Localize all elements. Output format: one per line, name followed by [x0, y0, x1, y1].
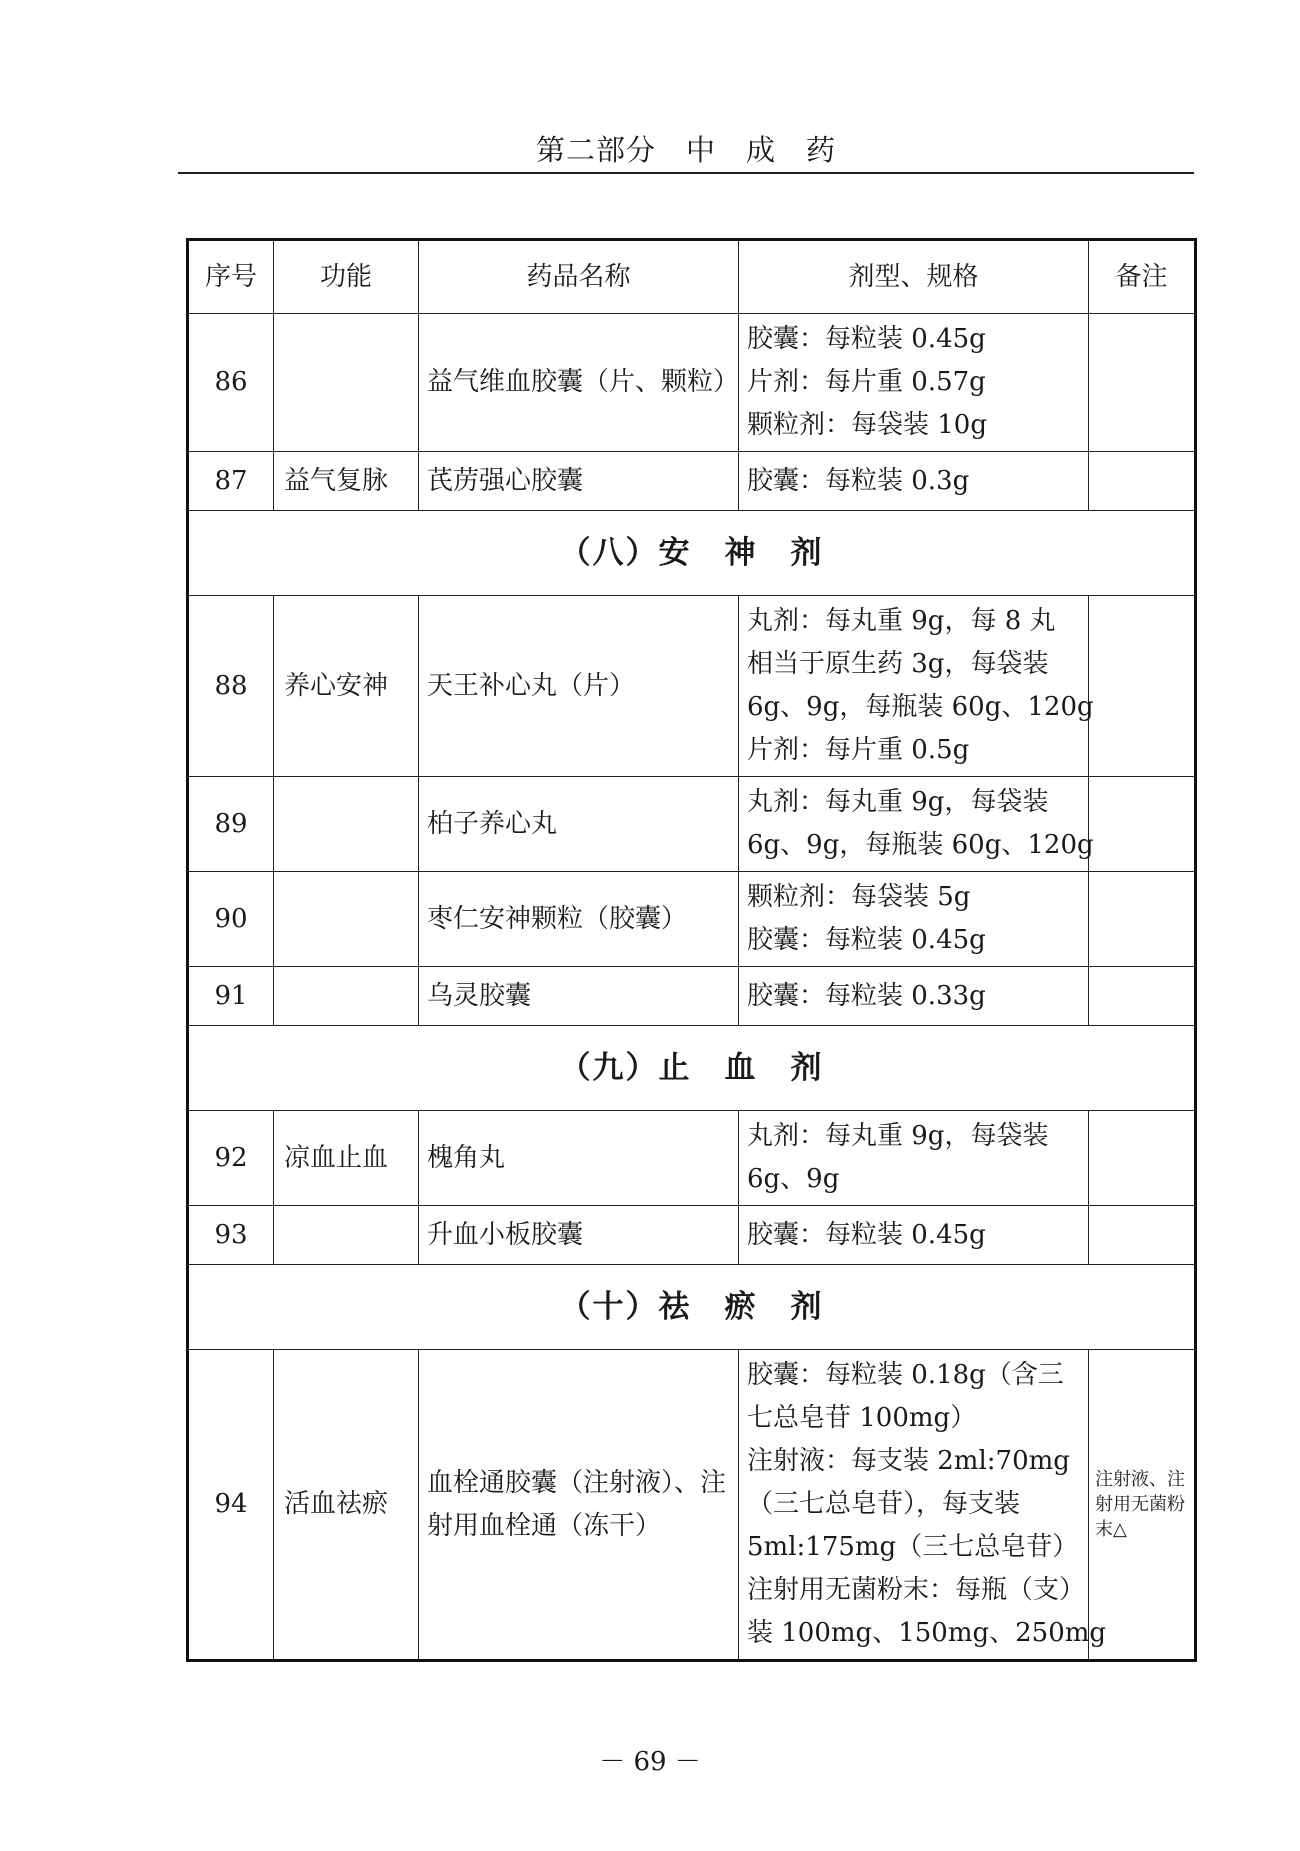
row-drug-name: 枣仁安神颗粒（胶囊）: [419, 872, 739, 967]
row-note: [1089, 596, 1196, 777]
row-drug-name: 乌灵胶囊: [419, 967, 739, 1026]
row-number: 88: [188, 596, 274, 777]
row-form-spec: [739, 1350, 1107, 1661]
col-header-drug-name: 药品名称: [419, 240, 739, 314]
row-function: [274, 872, 419, 967]
row-note: [1089, 967, 1196, 1026]
section-title: （八）安 神 剂: [188, 511, 1196, 596]
row-note: [1089, 452, 1196, 511]
col-header-note: 备注: [1089, 240, 1196, 314]
row-form-spec: [739, 1111, 1089, 1206]
row-form-spec: [739, 596, 1094, 777]
header-rule: [178, 172, 1194, 174]
row-drug-name: 血栓通胶囊（注射液）、注射用血栓通（冻干）: [419, 1350, 739, 1661]
spec-line: 6g、9g，每瓶装 60g、120g: [747, 692, 1094, 722]
page-header-title: 第二部分 中 成 药: [535, 133, 836, 167]
spec-line: 6g、9g: [747, 1164, 840, 1194]
table-row: [188, 777, 1196, 872]
col-header-form-spec: 剂型、规格: [739, 240, 1089, 314]
row-function: [274, 777, 419, 872]
spec-line: 颗粒剂：每袋装 5g: [747, 882, 971, 912]
row-function: 凉血止血: [274, 1111, 419, 1206]
table-row: [188, 1111, 1196, 1206]
section-title: （九）止 血 剂: [188, 1026, 1196, 1111]
drug-table: [186, 238, 1197, 1662]
row-drug-name: 天王补心丸（片）: [419, 596, 739, 777]
spec-line: 片剂：每片重 0.5g: [747, 735, 970, 765]
row-function: 益气复脉: [274, 452, 419, 511]
spec-line: 注射液：每支装 2ml:70mg: [747, 1446, 1070, 1476]
row-function: [274, 1206, 419, 1265]
spec-line: 片剂：每片重 0.57g: [747, 367, 986, 397]
spec-line: 颗粒剂：每袋装 10g: [747, 410, 987, 440]
table-row: [188, 596, 1196, 777]
section-row: [188, 511, 1196, 596]
row-form-spec: [739, 872, 1089, 967]
row-note: [1089, 1206, 1196, 1265]
spec-line: 装 100mg、150mg、250mg: [747, 1618, 1107, 1648]
row-number: 91: [188, 967, 274, 1026]
col-header-no: 序号: [188, 240, 274, 314]
spec-line: 相当于原生药 3g，每袋装: [747, 649, 1049, 679]
spec-line: 七总皂苷 100mg）: [747, 1403, 977, 1433]
row-number: 87: [188, 452, 274, 511]
table-row: [188, 1350, 1196, 1661]
row-number: 94: [188, 1350, 274, 1661]
row-number: 93: [188, 1206, 274, 1265]
row-number: 90: [188, 872, 274, 967]
row-drug-name: 柏子养心丸: [419, 777, 739, 872]
table-body: [188, 314, 1196, 1661]
spec-line: 胶囊：每粒装 0.45g: [747, 925, 986, 955]
spec-line: 丸剂：每丸重 9g，每袋装: [747, 1121, 1049, 1151]
spec-line: 6g、9g，每瓶装 60g、120g: [747, 830, 1094, 860]
row-drug-name: 槐角丸: [419, 1111, 739, 1206]
row-function: 养心安神: [274, 596, 419, 777]
page-number: － 69 －: [599, 1747, 701, 1777]
section-title: （十）祛 瘀 剂: [188, 1265, 1196, 1350]
row-number: 89: [188, 777, 274, 872]
row-form-spec: [739, 452, 1089, 511]
spec-line: 胶囊：每粒装 0.18g（含三: [747, 1360, 1064, 1390]
spec-line: 胶囊：每粒装 0.45g: [747, 1219, 986, 1250]
section-row: [188, 1026, 1196, 1111]
row-drug-name: 益气维血胶囊（片、颗粒）: [419, 314, 739, 452]
row-drug-name: 芪苈强心胶囊: [419, 452, 739, 511]
table-row: [188, 967, 1196, 1026]
row-form-spec: [739, 314, 1089, 452]
spec-line: 5ml:175mg（三七总皂苷）: [747, 1532, 1079, 1562]
row-note: [1089, 872, 1196, 967]
spec-line: 胶囊：每粒装 0.33g: [747, 980, 986, 1011]
col-header-function: 功能: [274, 240, 419, 314]
row-function: 活血祛瘀: [274, 1350, 419, 1661]
row-note: [1089, 1111, 1196, 1206]
table-row: [188, 1206, 1196, 1265]
row-note: [1089, 314, 1196, 452]
row-number: 92: [188, 1111, 274, 1206]
section-row: [188, 1265, 1196, 1350]
table-header-row: [188, 240, 1196, 314]
row-form-spec: [739, 777, 1094, 872]
row-note: 注射液、注射用无菌粉末△: [1089, 1350, 1196, 1661]
row-drug-name: 升血小板胶囊: [419, 1206, 739, 1265]
spec-line: 丸剂：每丸重 9g，每 8 丸: [747, 606, 1056, 636]
row-form-spec: [739, 1206, 1089, 1265]
table-row: [188, 452, 1196, 511]
row-function: [274, 314, 419, 452]
spec-line: 胶囊：每粒装 0.45g: [747, 324, 986, 354]
spec-line: 胶囊：每粒装 0.3g: [747, 465, 970, 496]
spec-line: （三七总皂苷），每支装: [747, 1489, 1021, 1519]
row-form-spec: [739, 967, 1089, 1026]
table-row: [188, 314, 1196, 452]
spec-line: 注射用无菌粉末：每瓶（支）: [747, 1575, 1086, 1605]
row-note: [1089, 777, 1196, 872]
row-number: 86: [188, 314, 274, 452]
table-row: [188, 872, 1196, 967]
row-function: [274, 967, 419, 1026]
spec-line: 丸剂：每丸重 9g，每袋装: [747, 787, 1049, 817]
